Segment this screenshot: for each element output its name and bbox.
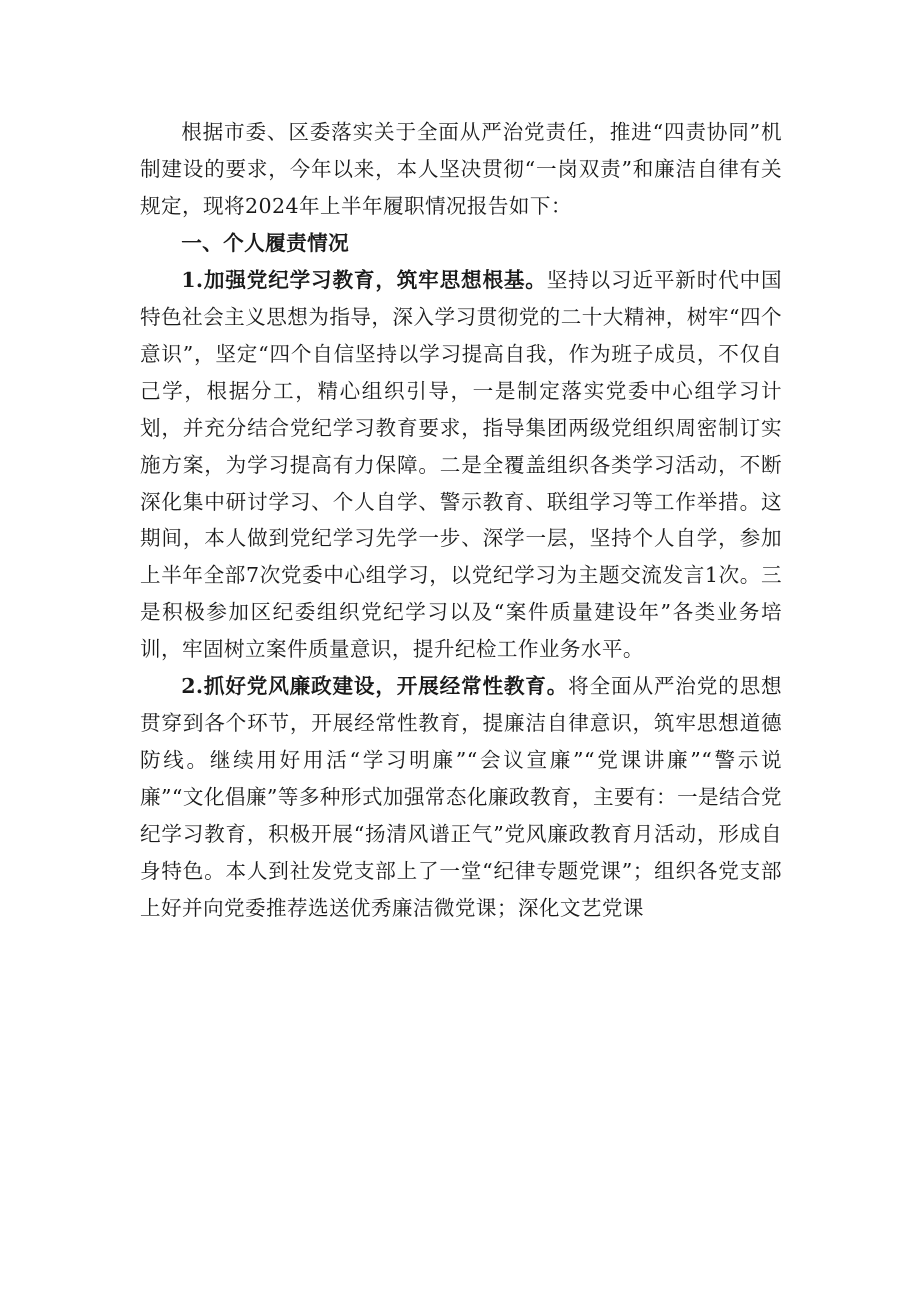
section-heading-personal-duties: 一、个人履责情况 [181, 230, 350, 255]
item-2-lead: 2.抓好党风廉政建设，开展经常性教育。 [181, 674, 569, 699]
item-1-lead: 1.加强党纪学习教育，筑牢思想根基。 [181, 267, 547, 292]
item-1-text: 坚持以习近平新时代中国特色社会主义思想为指导，深入学习贯彻党的二十大精神，树牢“四个意识”，坚定“四个自信坚持以学习提高自我，作为班子成员，不仅自己学，根据分工，精心组织引导，一是制定落实党委中心组学习计划，并充分结合党纪学习教育要求，指导集团两级党组织周密制订实施方案，为学习提高有力保障。二是全覆盖组织各类学习活动，不断深化集中研讨学习、个人自学、警示教育、联组学习等工作举措。这期间，本人做到党纪学习先学一步、深学一层，坚持个人自学，参加上半年全部7次党委中心组学习，以党纪学习为主题交流发言1次。三是积极参加区纪委组织党纪学习以及“案件质量建设年”各类业务培训，牢固树立案件质量意识，提升纪检工作业务水平。 [140, 267, 782, 662]
intro-paragraph: 根据市委、区委落实关于全面从严治党责任，推进“四责协同”机制建设的要求，今年以来，本人坚决贯彻“一岗双责”和廉洁自律有关规定，现将2024年上半年履职情况报告如下： [140, 120, 782, 218]
item-2-paragraph [140, 668, 782, 927]
item-2-text: 将全面从严治党的思想贯穿到各个环节，开展经常性教育，提廉洁自律意识，筑牢思想道德防线。继续用好用活“学习明廉”“会议宣廉”“党课讲廉”“警示说廉”“文化倡廉”等多种形式加强常态化廉政教育，主要有：一是结合党纪学习教育，积极开展“扬清风谱正气”党风廉政教育月活动，形成自身特色。本人到社发党支部上了一堂“纪律专题党课”；组织各党支部上好并向党委推荐选送优秀廉洁微党课；深化文艺党课 [140, 674, 782, 921]
document-body [140, 114, 782, 927]
item-1-paragraph [140, 262, 782, 668]
